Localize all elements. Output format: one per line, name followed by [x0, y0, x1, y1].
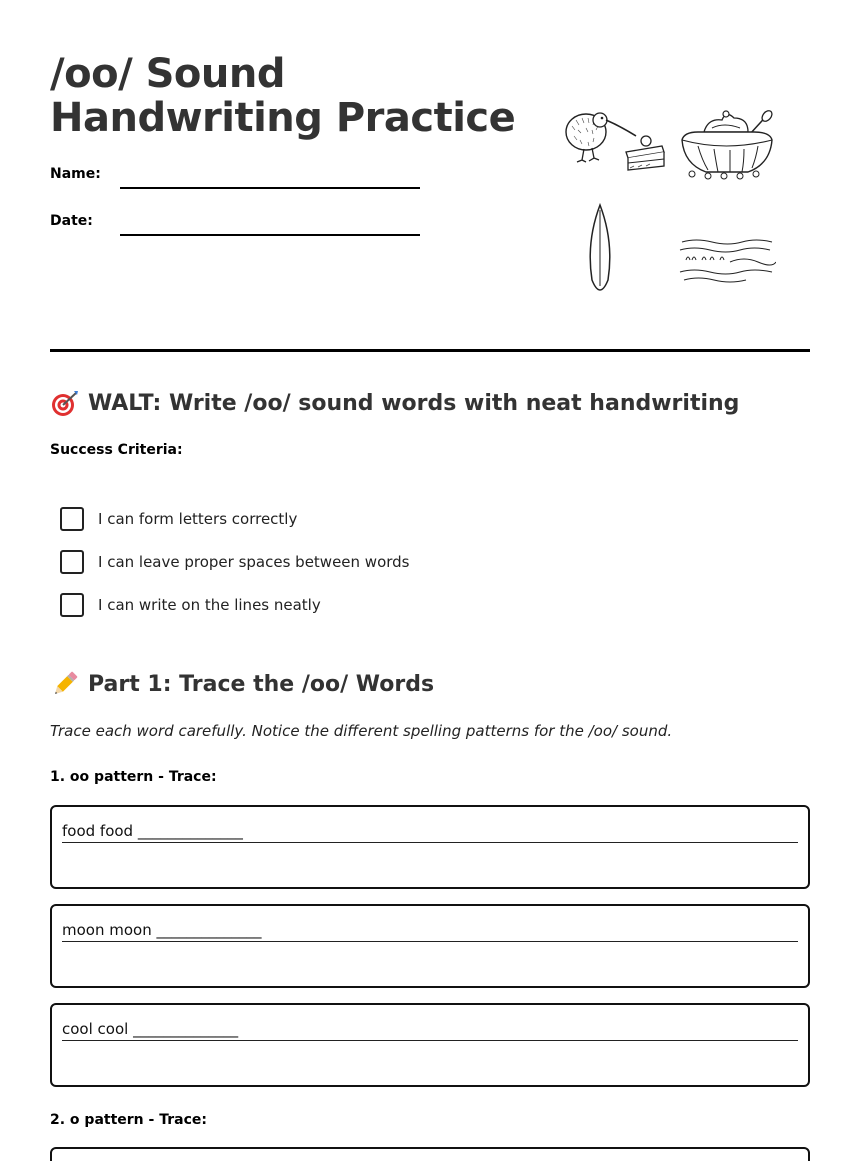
target-dart-icon [50, 388, 80, 418]
title-line-1: /oo/ Sound [50, 51, 285, 97]
trace-box[interactable] [50, 1003, 810, 1087]
criteria-item [60, 550, 410, 574]
page-title [50, 52, 515, 140]
criteria-item [60, 507, 297, 531]
trace-words: food food ______________ [62, 822, 243, 840]
trace-box[interactable] [50, 805, 810, 889]
part1-heading-text: Part 1: Trace the /oo/ Words [88, 671, 435, 697]
trace-box[interactable] [50, 904, 810, 988]
pavlova-dessert-icon [678, 108, 776, 182]
cake-slice-icon [622, 132, 668, 174]
name-write-line[interactable] [120, 187, 420, 189]
part1-heading [50, 669, 434, 699]
instructions: Trace each word carefully. Notice the different spelling patterns for the /oo/ sound. [50, 722, 673, 740]
header-divider [50, 349, 810, 352]
date-write-line[interactable] [120, 234, 420, 236]
trace-box[interactable] [50, 1147, 810, 1161]
walt-heading [50, 388, 739, 418]
criteria-text: I can leave proper spaces between words [98, 553, 410, 571]
criteria-checkbox[interactable] [60, 550, 84, 574]
writing-line [62, 842, 798, 843]
section-label: 1. oo pattern - Trace: [50, 769, 217, 785]
writing-line [62, 941, 798, 942]
criteria-text: I can write on the lines neatly [98, 596, 321, 614]
trace-words: cool cool ______________ [62, 1020, 239, 1038]
pencil-icon [50, 669, 80, 699]
criteria-checkbox[interactable] [60, 593, 84, 617]
title-line-2: Handwriting Practice [50, 95, 516, 141]
success-criteria-label: Success Criteria: [50, 442, 183, 458]
writing-line [62, 1040, 798, 1041]
section-label: 2. o pattern - Trace: [50, 1112, 207, 1128]
criteria-item [60, 593, 321, 617]
walt-heading-text: WALT: Write /oo/ sound words with neat handwriting [88, 390, 740, 416]
surfboard-icon [584, 202, 616, 294]
trace-words: moon moon ______________ [62, 921, 262, 939]
name-label: Name: [50, 166, 101, 182]
criteria-checkbox[interactable] [60, 507, 84, 531]
date-label: Date: [50, 213, 93, 229]
water-waves-icon [676, 234, 776, 286]
criteria-text: I can form letters correctly [98, 510, 298, 528]
